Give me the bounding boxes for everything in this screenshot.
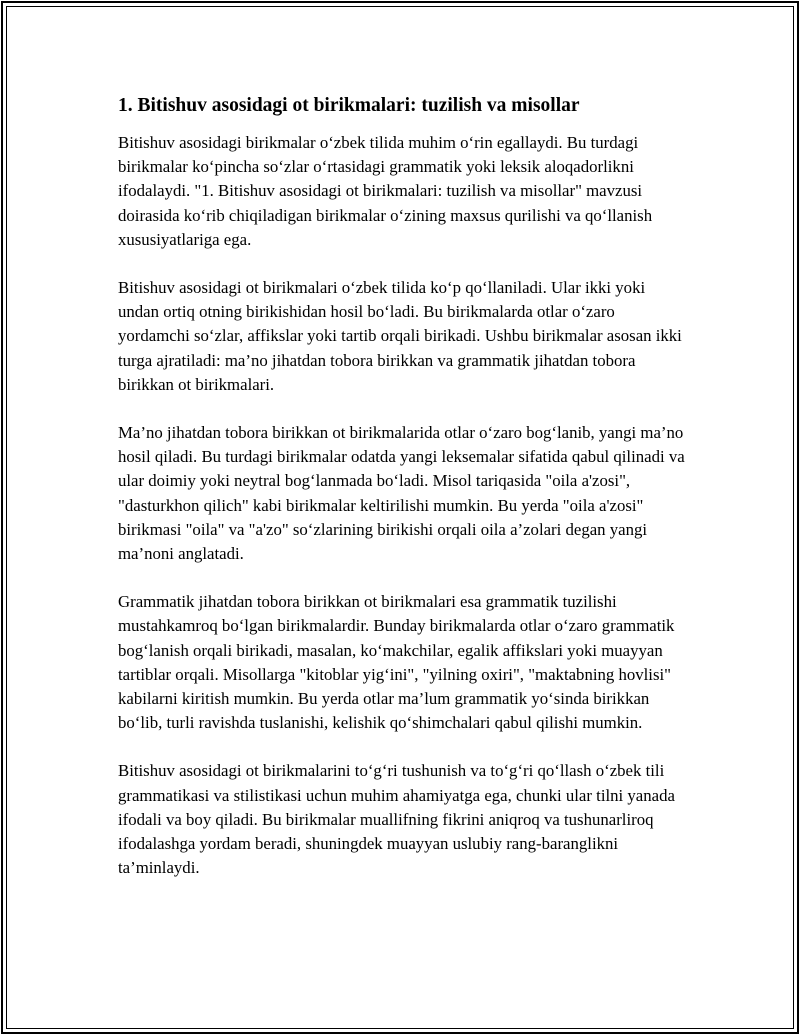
document-heading: 1. Bitishuv asosidagi ot birikmalari: tuzilish va misollar [118,95,580,116]
paragraph-semantic-compounds: Ma’no jihatdan tobora birikkan ot birikmalarida otlar o‘zaro bog‘lanib, yangi ma’no hosil qiladi. Bu turdagi birikmalar odatda yangi leksemalar sifatida qabul qilinadi va ular doimiy yoki neytral bog‘lanmada bo‘ladi. Misol tariqasida "oila a'zosi", "dasturkhon qilich" kabi birikmalar keltirilishi mumkin. Bu yerda "oila a'zosi" birikmasi "oila" va "a'zo" so‘zlarining birikishi orqali oila a’zolari degan yangi ma’noni anglatadi. [118,423,685,564]
paragraph-grammatical-compounds: Grammatik jihatdan tobora birikkan ot birikmalari esa grammatik tuzilishi mustahkamroq bo‘lgan birikmalardir. Bunday birikmalarda otlar o‘zaro grammatik bog‘lanish orqali birikadi, masalan, ko‘makchilar, egalik affikslari yoki muayyan tartiblar orqali. Misollarga "kitoblar yig‘ini", "yilning oxiri", "maktabning hovlisi" kabilarni kiritish mumkin. Bu yerda otlar ma’lum grammatik yo‘sinda birikkan bo‘lib, turli ravishda tuslanishi, kelishik qo‘shimchalari qabul qilishi mumkin. [118,592,675,733]
paragraph-usage: Bitishuv asosidagi ot birikmalari o‘zbek tilida ko‘p qo‘llaniladi. Ular ikki yoki undan ortiq otning birikishidan hosil bo‘ladi. Bu birikmalarda otlar o‘zaro yordamchi so‘zlar, affikslar yoki tartib orqali birikadi. Ushbu birikmalar asosan ikki turga ajratiladi: ma’no jihatdan tobora birikkan va grammatik jihatdan tobora birikkan ot birikmalari. [118,278,682,394]
document-body [118,93,688,904]
paragraph-conclusion: Bitishuv asosidagi ot birikmalarini to‘g‘ri tushunish va to‘g‘ri qo‘llash o‘zbek tili grammatikasi va stilistikasi uchun muhim ahamiyatga ega, chunki ular tilni yanada ifodali va boy qiladi. Bu birikmalar muallifning fikrini aniqroq va tushunarliroq ifodalashga yordam beradi, shuningdek muayyan uslubiy rang-baranglikni ta’minlaydi. [118,761,675,878]
paragraph-introduction: Bitishuv asosidagi birikmalar o‘zbek tilida muhim o‘rin egallaydi. Bu turdagi birikmalar ko‘pincha so‘zlar o‘rtasidagi grammatik yoki leksik aloqadorlikni ifodalaydi. "1. Bitishuv asosidagi ot birikmalari: tuzilish va misollar" mavzusi doirasida ko‘rib chiqiladigan birikmalar o‘zining maxsus qurilishi va qo‘llanish xususiyatlariga ega. [118,133,653,249]
